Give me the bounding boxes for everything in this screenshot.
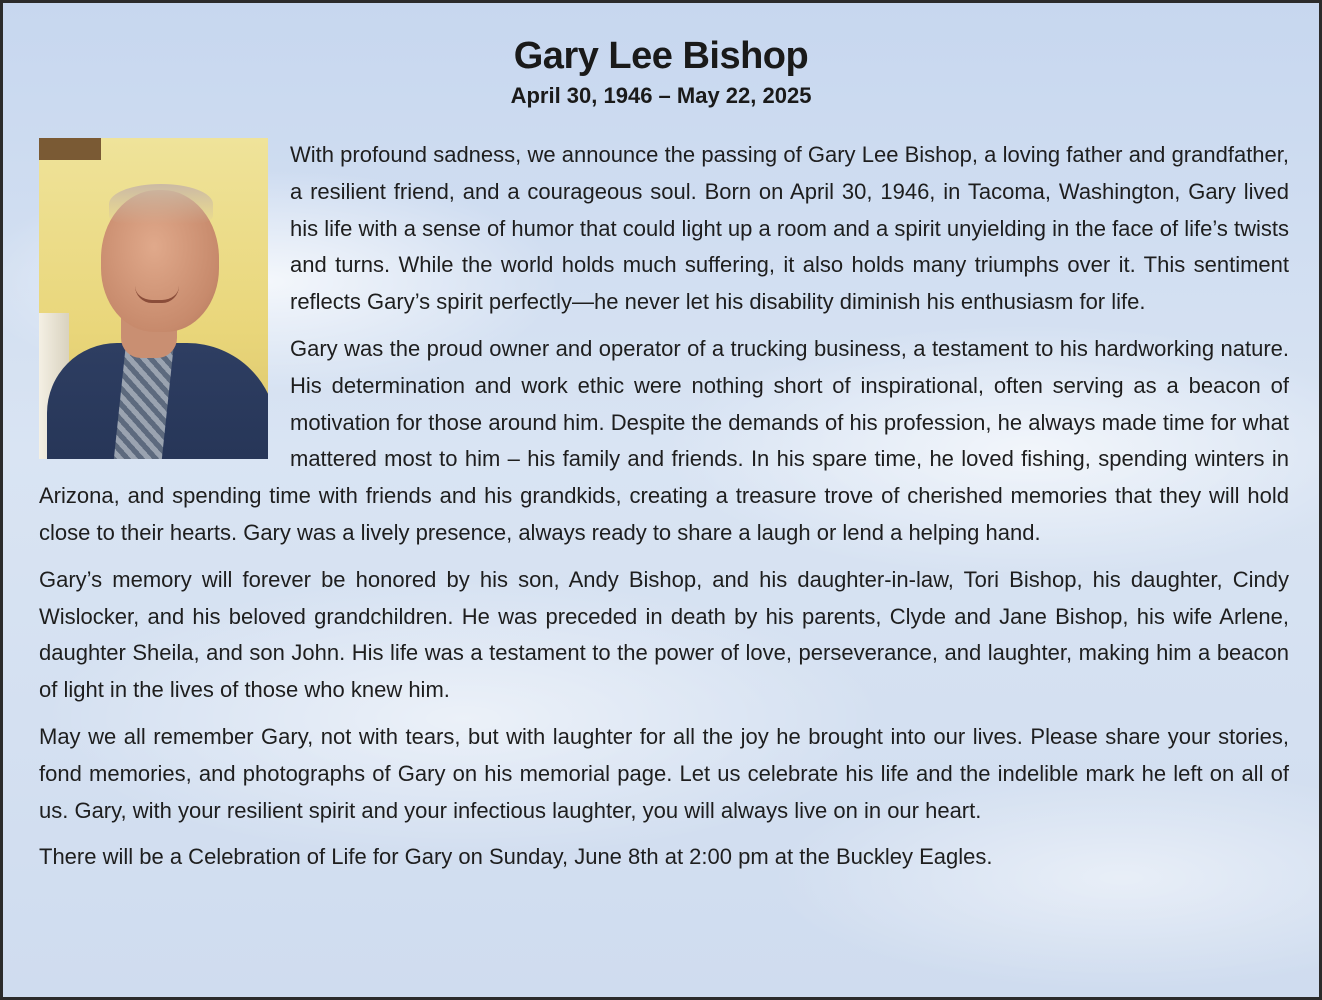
paragraph-intro: With profound sadness, we announce the passing of Gary Lee Bishop, a loving father and grandfather, a resilient friend, and a courageous soul. Born on April 30, 1946, in Tacoma, Washington, Gary lived his life with a sense of humor that could light up a room and a spirit unyielding in the face of life’s twists and turns. While the world holds much suffering, it also holds many triumphs over it. This sentiment reflects Gary’s spirit perfectly—he never let his disability diminish his enthusiasm for life. <box>290 142 1289 315</box>
photo-hair <box>109 184 213 224</box>
obituary-header <box>3 33 1319 111</box>
paragraph-remembrance: May we all remember Gary, not with tears, but with laughter for all the joy he brought into our lives. Please share your stories, fond memories, and photographs of Gary on his memorial page. Let us celebrate his life and the indelible mark he left on all of us. Gary, with your resilient spirit and your infectious laughter, you will always live on in our heart. <box>39 723 1289 823</box>
portrait-photo <box>39 138 268 459</box>
obituary-body <box>39 137 1289 886</box>
photo-wall-trim <box>39 138 101 160</box>
paragraph-service: There will be a Celebration of Life for Gary on Sunday, June 8th at 2:00 pm at the Buckley Eagles. <box>39 844 993 870</box>
paragraph-survivors: Gary’s memory will forever be honored by his son, Andy Bishop, and his daughter-in-law, Tori Bishop, his daughter, Cindy Wislocker, and his beloved grandchildren. He was preceded in death by his parents, Clyde and Jane Bishop, his wife Arlene, daughter Sheila, and son John. His life was a testament to the power of love, perseverance, and laughter, making him a beacon of light in the lives of those who knew him. <box>39 566 1289 703</box>
paragraph-career: Gary was the proud owner and operator of a trucking business, a testament to his hardworking nature. His determination and work ethic were nothing short of inspirational, often serving as a beacon of motivation for those around him. Despite the demands of his profession, he always made time for what mattered most to him – his family and friends. In his spare time, he loved fishing, spending winters in Arizona, and spending time with friends and his grandkids, creating a treasure trove of cherished memories that they will hold close to their hearts. Gary was a lively presence, always ready to share a laugh or lend a helping hand. <box>39 335 1289 545</box>
life-dates: April 30, 1946 – May 22, 2025 <box>510 83 812 108</box>
deceased-name: Gary Lee Bishop <box>513 35 809 77</box>
